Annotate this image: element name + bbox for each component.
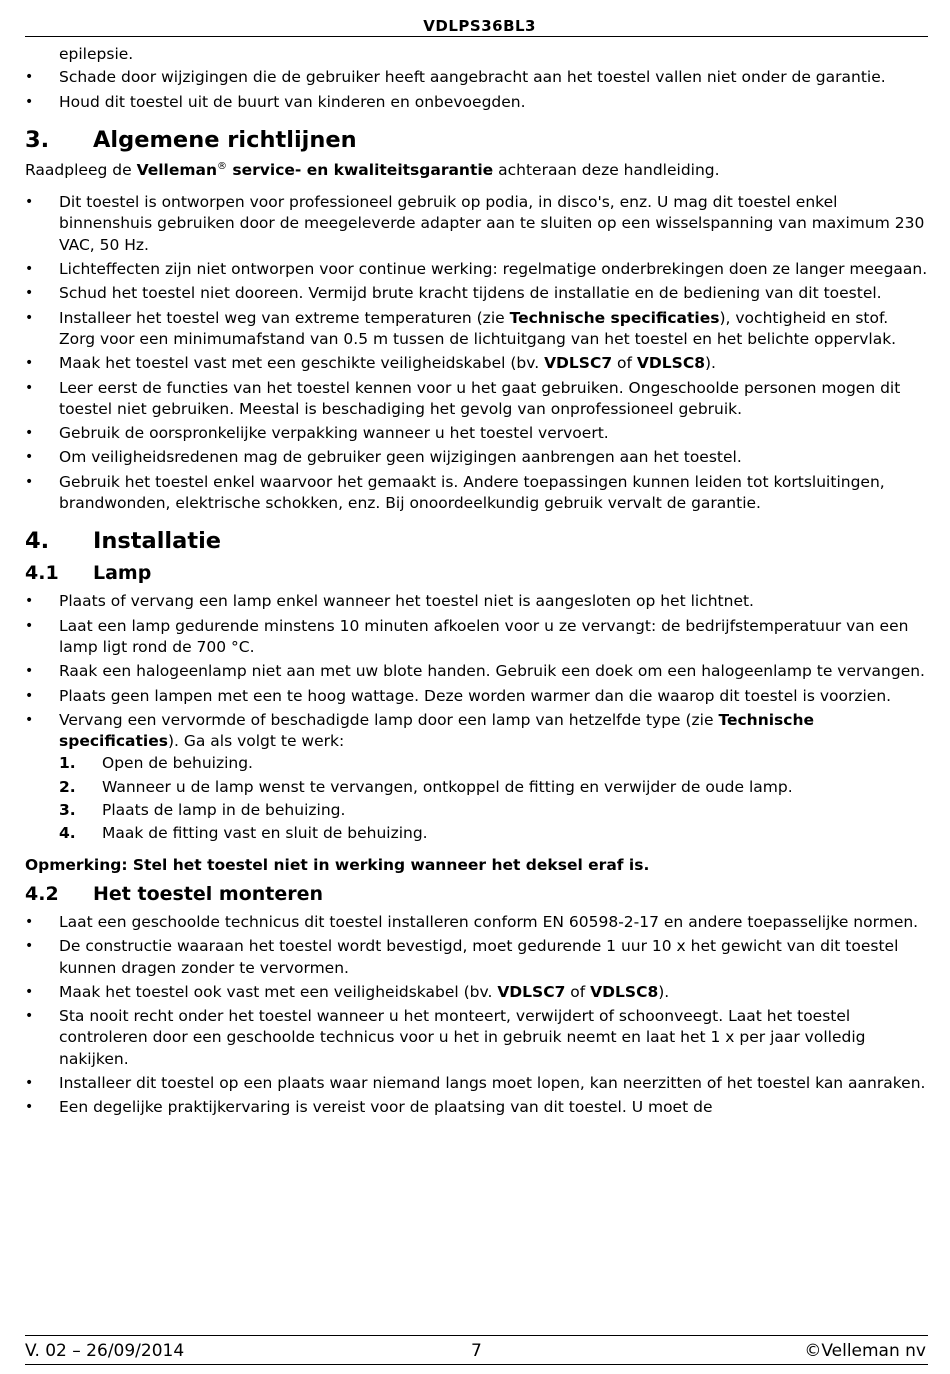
list-item-text: Schade door wijzigingen die de gebruiker heeft aangebracht aan het toestel vallen niet onder de garantie. [59,68,886,87]
step-number: 4. [59,824,76,843]
list-item [25,1097,928,1118]
page-header [25,14,928,37]
list-item-text: Maak het toestel ook vast met een veiligheidskabel (bv. VDLSC7 of VDLSC8). [59,982,670,1001]
list-item-text: Installeer dit toestel op een plaats waar niemand langs moet lopen, kan neerzitten of het toestel kan aanraken. [59,1073,926,1092]
step-text: Maak de fitting vast en sluit de behuizing. [102,824,428,843]
list-item [25,447,928,468]
subsection-title: Lamp [93,562,152,585]
subsection-number: 4.2 [25,882,59,905]
list-item [25,378,928,421]
bullet: • [25,1008,34,1025]
product-code: VDLSC8 [636,354,705,373]
manual-page [25,0,928,1374]
list-item [25,591,928,612]
bullet: • [25,1099,34,1116]
step-text: Plaats de lamp in de behuizing. [102,801,346,820]
list-item [25,1073,928,1094]
list-item [25,912,928,933]
list-item-text: Gebruik de oorspronkelijke verpakking wanneer u het toestel vervoert. [59,424,609,443]
bullet: • [25,309,34,326]
list-item-text: Plaats of vervang een lamp enkel wanneer het toestel niet is aangesloten op het lichtnet. [59,592,754,611]
list-item [25,353,928,374]
list-item-text: Installeer het toestel weg van extreme temperaturen (zie Technische specificaties), vochtigheid en stof. Zorg voor een minimumafstand van 0.5 m tussen de lichtuitgang van het toestel en het belichte oppervlak. [59,308,897,348]
list-item-text: Om veiligheidsredenen mag de gebruiker geen wijzigingen aanbrengen aan het toestel. [59,448,742,467]
step-item [59,777,928,798]
bullet: • [25,593,34,610]
list-item [25,92,928,113]
list-item [25,423,928,444]
list-item-text: Gebruik het toestel enkel waarvoor het gemaakt is. Andere toepassingen kunnen leiden tot kortsluitingen, brandwonden, elektrische schokken, enz. Bij onoordeelkundig gebruik vervalt de garantie. [59,472,885,513]
list-item-text: Schud het toestel niet dooreen. Vermijd brute kracht tijdens de installatie en de bediening van dit toestel. [59,284,882,303]
bullet: • [25,473,34,490]
step-text: Open de behuizing. [102,754,253,773]
version-date: V. 02 – 26/09/2014 [25,1341,185,1361]
product-code: VDLSC7 [544,354,613,373]
bullet: • [25,617,34,634]
list-item [25,661,928,682]
bullet: • [25,425,34,442]
warning-note: Opmerking: Stel het toestel niet in werking wanneer het deksel eraf is. [25,855,650,874]
section-title: Algemene richtlijnen [93,126,357,153]
bullet: • [25,938,34,955]
step-number: 2. [59,777,76,796]
bullet: • [25,687,34,704]
list-item [25,982,928,1003]
reference-technical-specs: Technische specificaties [59,710,815,751]
step-number: 1. [59,754,76,773]
bullet: • [25,379,34,396]
step-item [59,823,928,844]
step-number: 3. [59,801,76,820]
bullet: • [25,194,34,211]
section-lead: Raadpleeg de Velleman® service- en kwaliteitsgarantie achteraan deze handleiding. [25,160,720,179]
model-number: VDLPS36BL3 [423,17,536,35]
list-item [25,472,928,515]
bullet: • [25,285,34,302]
list-item [25,192,928,256]
step-item [59,800,928,821]
bullet: • [25,93,34,110]
copyright: ©Velleman nv [804,1341,926,1361]
list-item [25,259,928,280]
list-item-text: Dit toestel is ontworpen voor professioneel gebruik op podia, in disco's, enz. U mag dit toestel enkel binnenshuis gebruiken door de meegeleverde adapter aan te sluiten op een wisselspanning van maximum 230 VAC, 50 Hz. [59,193,925,254]
subsection-title: Het toestel monteren [93,882,324,905]
list-item-text: Plaats geen lampen met een te hoog wattage. Deze worden warmer dan die waarop dit toestel is voorzien. [59,686,892,705]
section-title: Installatie [93,528,222,555]
page-number: 7 [471,1341,482,1361]
step-item [59,753,928,774]
list-item-text: Raak een halogeenlamp niet aan met uw blote handen. Gebruik een doek om een halogeenlamp te vervangen. [59,662,925,681]
list-item-text: Laat een geschoolde technicus dit toestel installeren conform EN 60598-2-17 en andere toepasselijke normen. [59,912,919,931]
page-body [25,44,928,1122]
list-item [25,616,928,659]
list-item-text: Maak het toestel vast met een geschikte veiligheidskabel (bv. VDLSC7 of VDLSC8). [59,354,716,373]
list-item [25,308,928,351]
bullet: • [25,449,34,466]
list-item [25,1006,928,1070]
list-item-text: Leer eerst de functies van het toestel kennen voor u het gaat gebruiken. Ongeschoolde personen mogen dit toestel niet gebruiken. Meestal is beschadiging het gevolg van onprofessioneel gebruik. [59,378,901,418]
list-item [25,686,928,707]
subsection-number: 4.1 [25,562,59,585]
bullet: • [25,711,34,728]
bullet: • [25,261,34,278]
bullet: • [25,1074,34,1091]
bullet: • [25,913,34,930]
list-item [25,710,928,753]
list-item-text: Een degelijke praktijkervaring is vereist voor de plaatsing van dit toestel. U moet de [59,1098,713,1117]
section-heading-3 [25,126,928,154]
continued-text: epilepsie. [59,45,134,63]
step-text: Wanneer u de lamp wenst te vervangen, ontkoppel de fitting en verwijder de oude lamp. [102,777,793,796]
section-number: 4. [25,528,50,555]
product-code: VDLSC8 [590,982,659,1001]
list-item [25,283,928,304]
step-list [59,753,928,844]
list-item-text: Sta nooit recht onder het toestel wanneer u het monteert, verwijdert of schoonveegt. Laat het toestel controleren door een geschoolde technicus voor u het in gebruik neemt en laat het 1 x per jaar volledig nakijken. [59,1007,866,1068]
section-heading-4 [25,527,928,555]
list-item-text: Vervang een vervormde of beschadigde lamp door een lamp van hetzelfde type (zie Technische specificaties). Ga als volgt te werk: [59,710,815,751]
list-item [25,67,928,88]
subsection-heading-4-2 [25,882,928,906]
product-code: VDLSC7 [497,982,566,1001]
brand-name: Velleman [136,160,218,179]
subsection-heading-4-1 [25,561,928,585]
list-item-text: Houd dit toestel uit de buurt van kinderen en onbevoegden. [59,92,526,111]
list-item-text: Lichteffecten zijn niet ontworpen voor continue werking: regelmatige onderbrekingen doen ze langer meegaan. [59,260,928,279]
bullet: • [25,663,34,680]
bullet: • [25,69,34,86]
page-footer [25,1335,928,1365]
list-item [25,936,928,979]
list-item-text: Laat een lamp gedurende minstens 10 minuten afkoelen voor u ze vervangt: de bedrijfstemperatuur van een lamp ligt rond de 700 °C. [59,616,909,656]
list-item-text: De constructie waaraan het toestel wordt bevestigd, moet gedurende 1 uur 10 x het gewicht van dit toestel kunnen dragen zonder te vervormen. [59,937,899,977]
bullet: • [25,983,34,1000]
bullet: • [25,355,34,372]
section-number: 3. [25,126,50,153]
reference-technical-specs: Technische specificaties [509,308,720,327]
